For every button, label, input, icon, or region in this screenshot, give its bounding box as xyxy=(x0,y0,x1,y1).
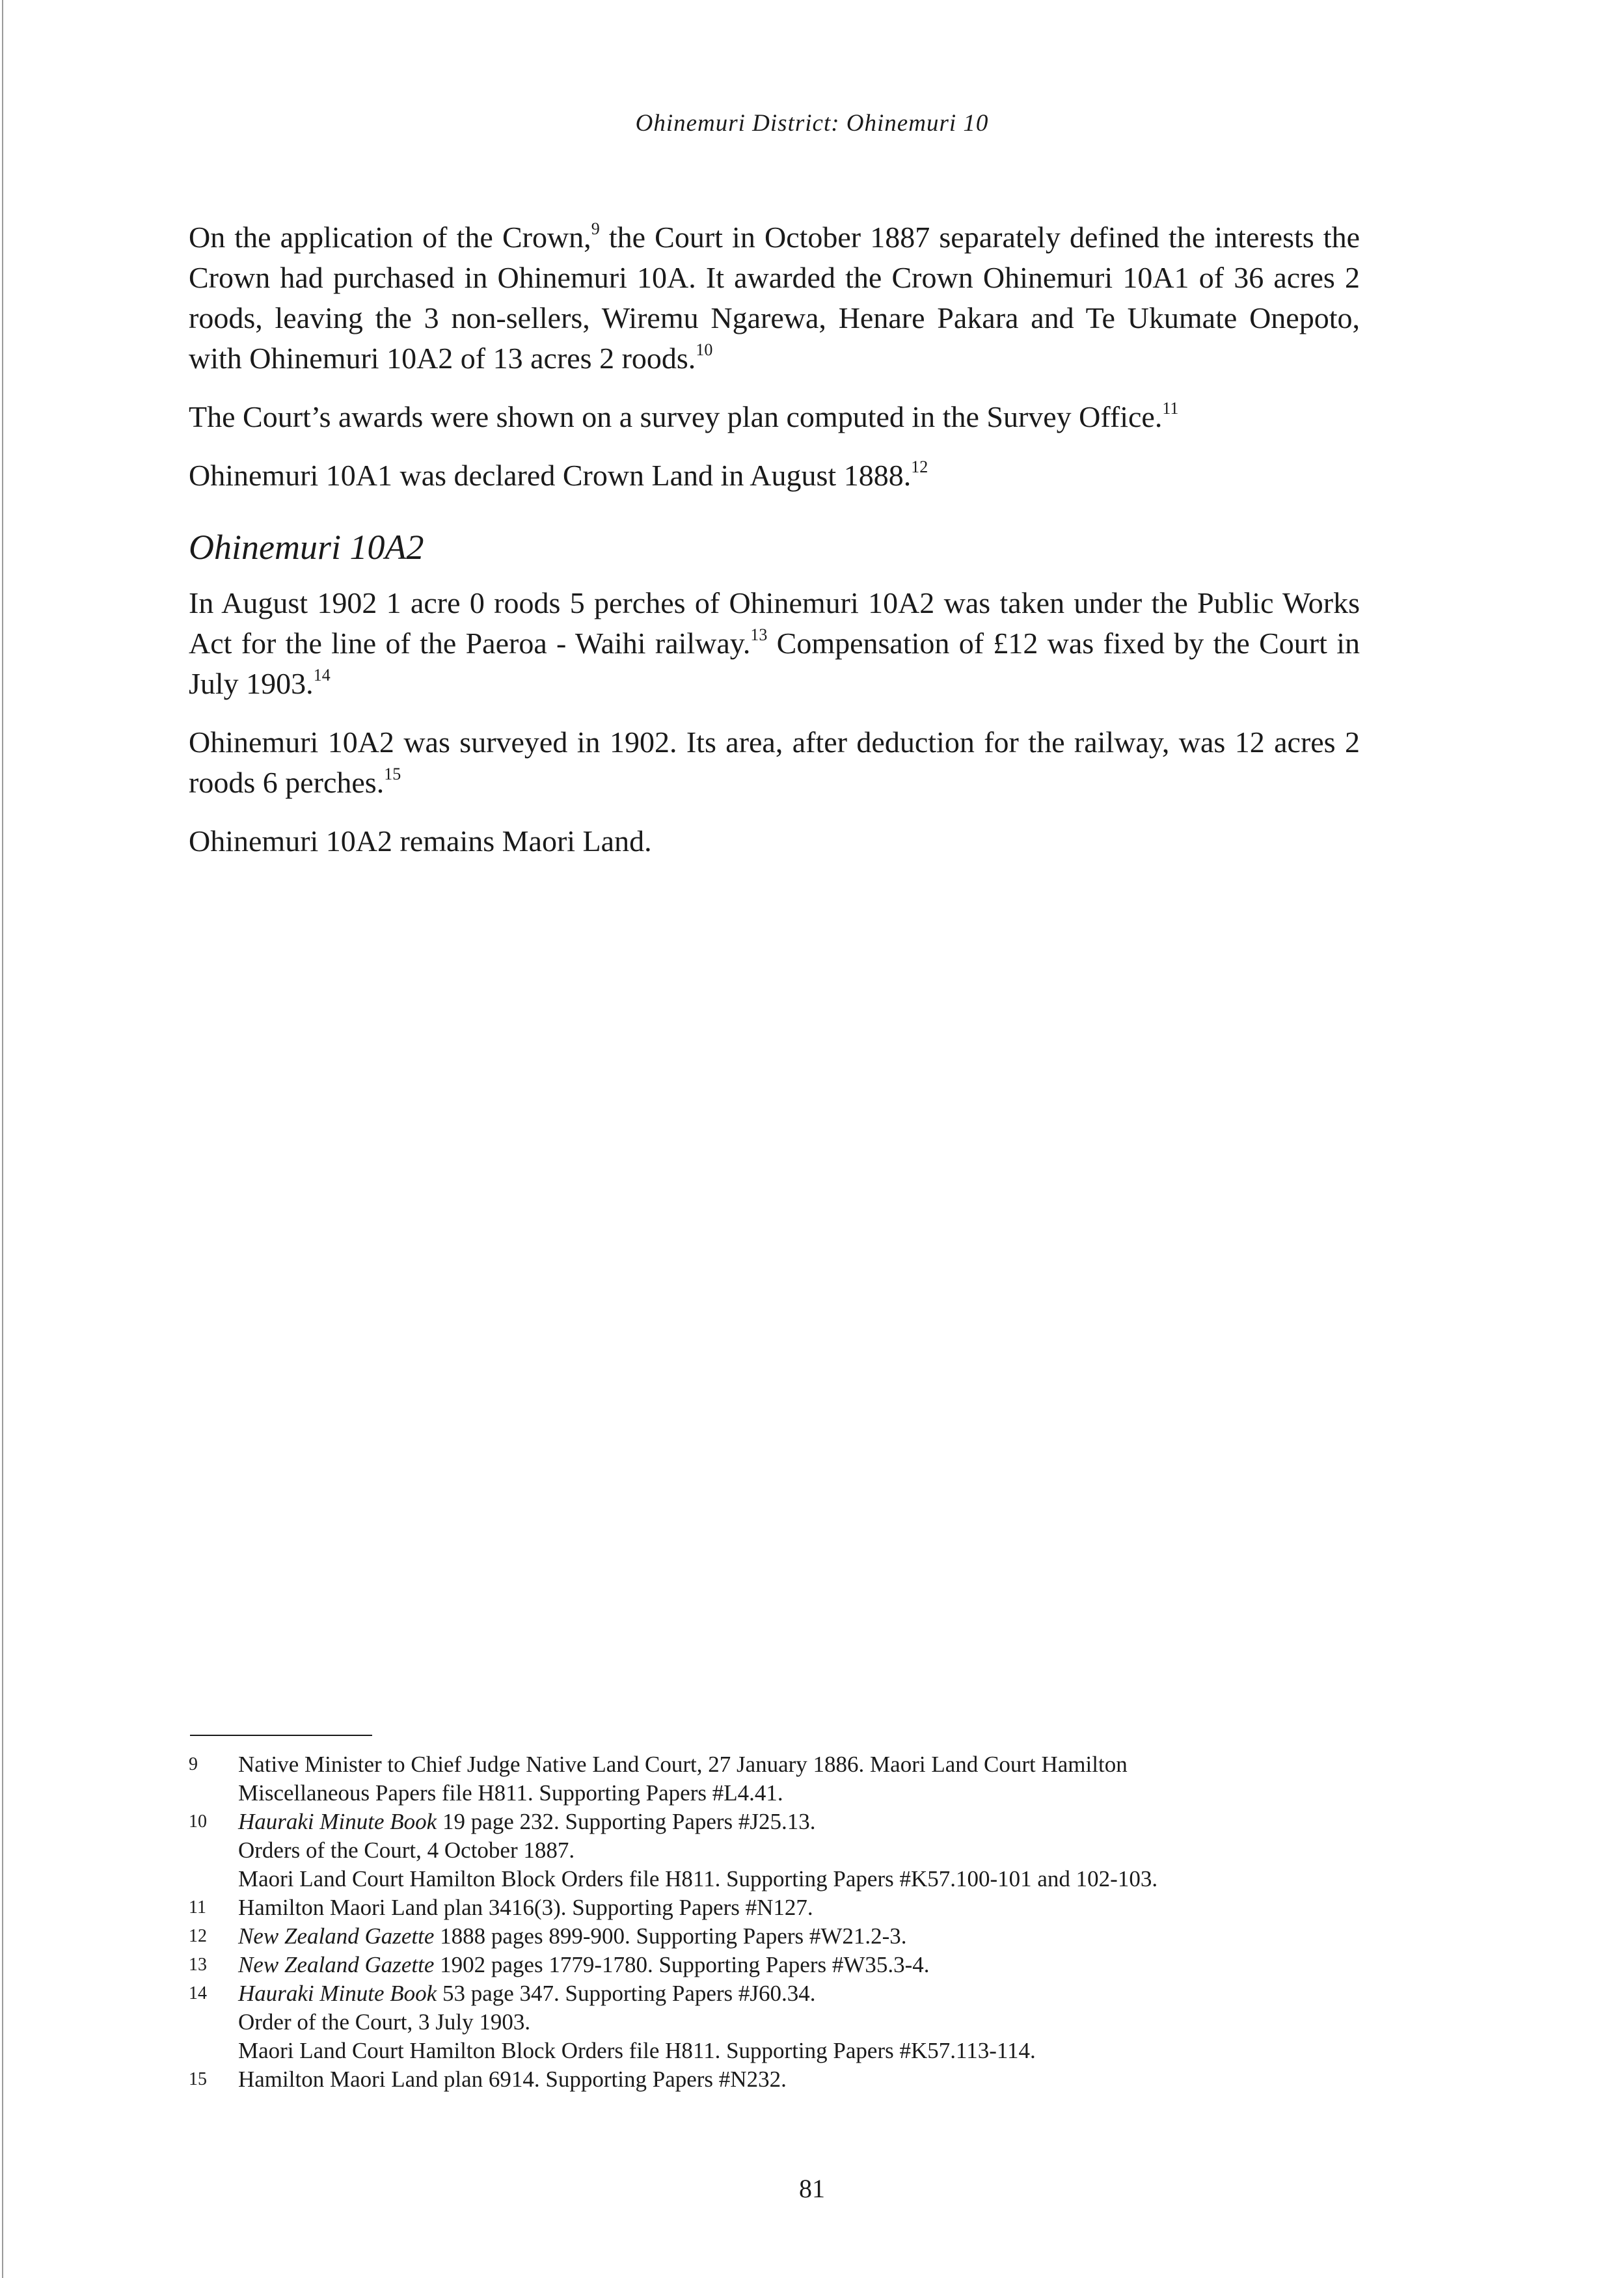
footnote-line: Order of the Court, 3 July 1903. xyxy=(238,2009,531,2035)
footnote-number: 9 xyxy=(189,1754,198,1774)
paragraph: On the application of the Crown,$^9$ the Court in October 1887 separately defined the interests the Crown had purchased in Ohinemuri 10A. It awarded the Crown Ohinemuri 10A1 of 36 acres 2 roods, leaving the 3 non-sellers, Wiremu Ngarewa, Henare Pakara and Te Ukumate Onepoto, with Ohinemuri 10A2 of 13 acres 2 roods.$^{10}$ xyxy=(189,219,1360,375)
footnote-line: Hauraki Minute Book 53 page 347. Supporting Papers #J60.34. xyxy=(238,1981,816,2006)
running-head: Ohinemuri District: Ohinemuri 10 xyxy=(635,110,989,137)
footnote-line: Maori Land Court Hamilton Block Orders file H811. Supporting Papers #K57.113-114. xyxy=(238,2038,1036,2063)
footnote xyxy=(189,1808,1360,1893)
page-number: 81 xyxy=(799,2174,825,2203)
paragraph: Ohinemuri 10A1 was declared Crown Land in August 1888.12 xyxy=(189,457,928,492)
footnote-ref: 14 xyxy=(313,665,331,685)
footnote-ref: 10 xyxy=(696,340,713,359)
paragraph: Ohinemuri 10A2 was surveyed in 1902. Its area, after deduction for the railway, was 12 acres 2 roods 6 perches.$^{15}$ xyxy=(189,725,1360,799)
footnote-line: Native Minister to Chief Judge Native Land Court, 27 January 1886. Maori Land Court Hamilton xyxy=(238,1752,1128,1777)
footnotes xyxy=(189,1750,1360,2094)
footnote-line: Hamilton Maori Land plan 3416(3). Supporting Papers #N127. xyxy=(238,1895,813,1920)
footnote-number: 12 xyxy=(189,1926,207,1946)
footnote-number: 15 xyxy=(189,2069,207,2089)
paragraph: In August 1902 1 acre 0 roods 5 perches of Ohinemuri 10A2 was taken under the Public Works Act for the line of the Paeroa - Waihi railway.$^{13}$ Compensation of £12 was fixed by the Court in July 1903.14 xyxy=(189,586,1360,700)
footnote-line: Maori Land Court Hamilton Block Orders file H811. Supporting Papers #K57.100-101 and 102-103. xyxy=(238,1866,1158,1892)
footnote xyxy=(189,1750,1360,1808)
paragraph: Ohinemuri 10A2 remains Maori Land. xyxy=(189,824,652,858)
footnote-ref: 13 xyxy=(750,625,768,644)
footnote-number: 10 xyxy=(189,1811,207,1832)
footnote xyxy=(189,1951,1360,1979)
main-text xyxy=(189,217,1360,880)
publication-title: Hauraki Minute Book xyxy=(238,1981,437,2006)
page-edge-line xyxy=(2,0,3,2278)
footnote-line: Hamilton Maori Land plan 6914. Supporting Papers #N232. xyxy=(238,2067,787,2092)
footnote-line: New Zealand Gazette 1888 pages 899-900. Supporting Papers #W21.2-3. xyxy=(238,1923,907,1949)
footnote-line: Orders of the Court, 4 October 1887. xyxy=(238,1837,575,1863)
section-heading: Ohinemuri 10A2 xyxy=(189,528,424,567)
footnote-ref: 12 xyxy=(911,457,928,476)
publication-title: Hauraki Minute Book xyxy=(238,1809,437,1834)
footnote-line: New Zealand Gazette 1902 pages 1779-1780. Supporting Papers #W35.3-4. xyxy=(238,1952,930,1977)
publication-title: New Zealand Gazette xyxy=(238,1923,435,1949)
paragraph: The Court’s awards were shown on a survey plan computed in the Survey Office.$^{11}$ xyxy=(189,398,1179,433)
footnote-line: Hauraki Minute Book 19 page 232. Supporting Papers #J25.13. xyxy=(238,1809,816,1834)
footnote-ref: 9 xyxy=(591,219,600,238)
footnote-number: 13 xyxy=(189,1955,207,1975)
footnote xyxy=(189,1922,1360,1951)
footnote-ref: 11 xyxy=(1162,398,1179,418)
footnote xyxy=(189,1979,1360,2065)
footnote-line: Miscellaneous Papers file H811. Supporting Papers #L4.41. xyxy=(238,1780,783,1806)
footnote-rule xyxy=(190,1735,372,1736)
footnote-number: 14 xyxy=(189,1983,207,2003)
footnote xyxy=(189,2065,1360,2094)
footnote xyxy=(189,1893,1360,1922)
footnote-ref: 15 xyxy=(384,764,401,783)
publication-title: New Zealand Gazette xyxy=(238,1952,435,1977)
footnote-number: 11 xyxy=(189,1897,206,1918)
